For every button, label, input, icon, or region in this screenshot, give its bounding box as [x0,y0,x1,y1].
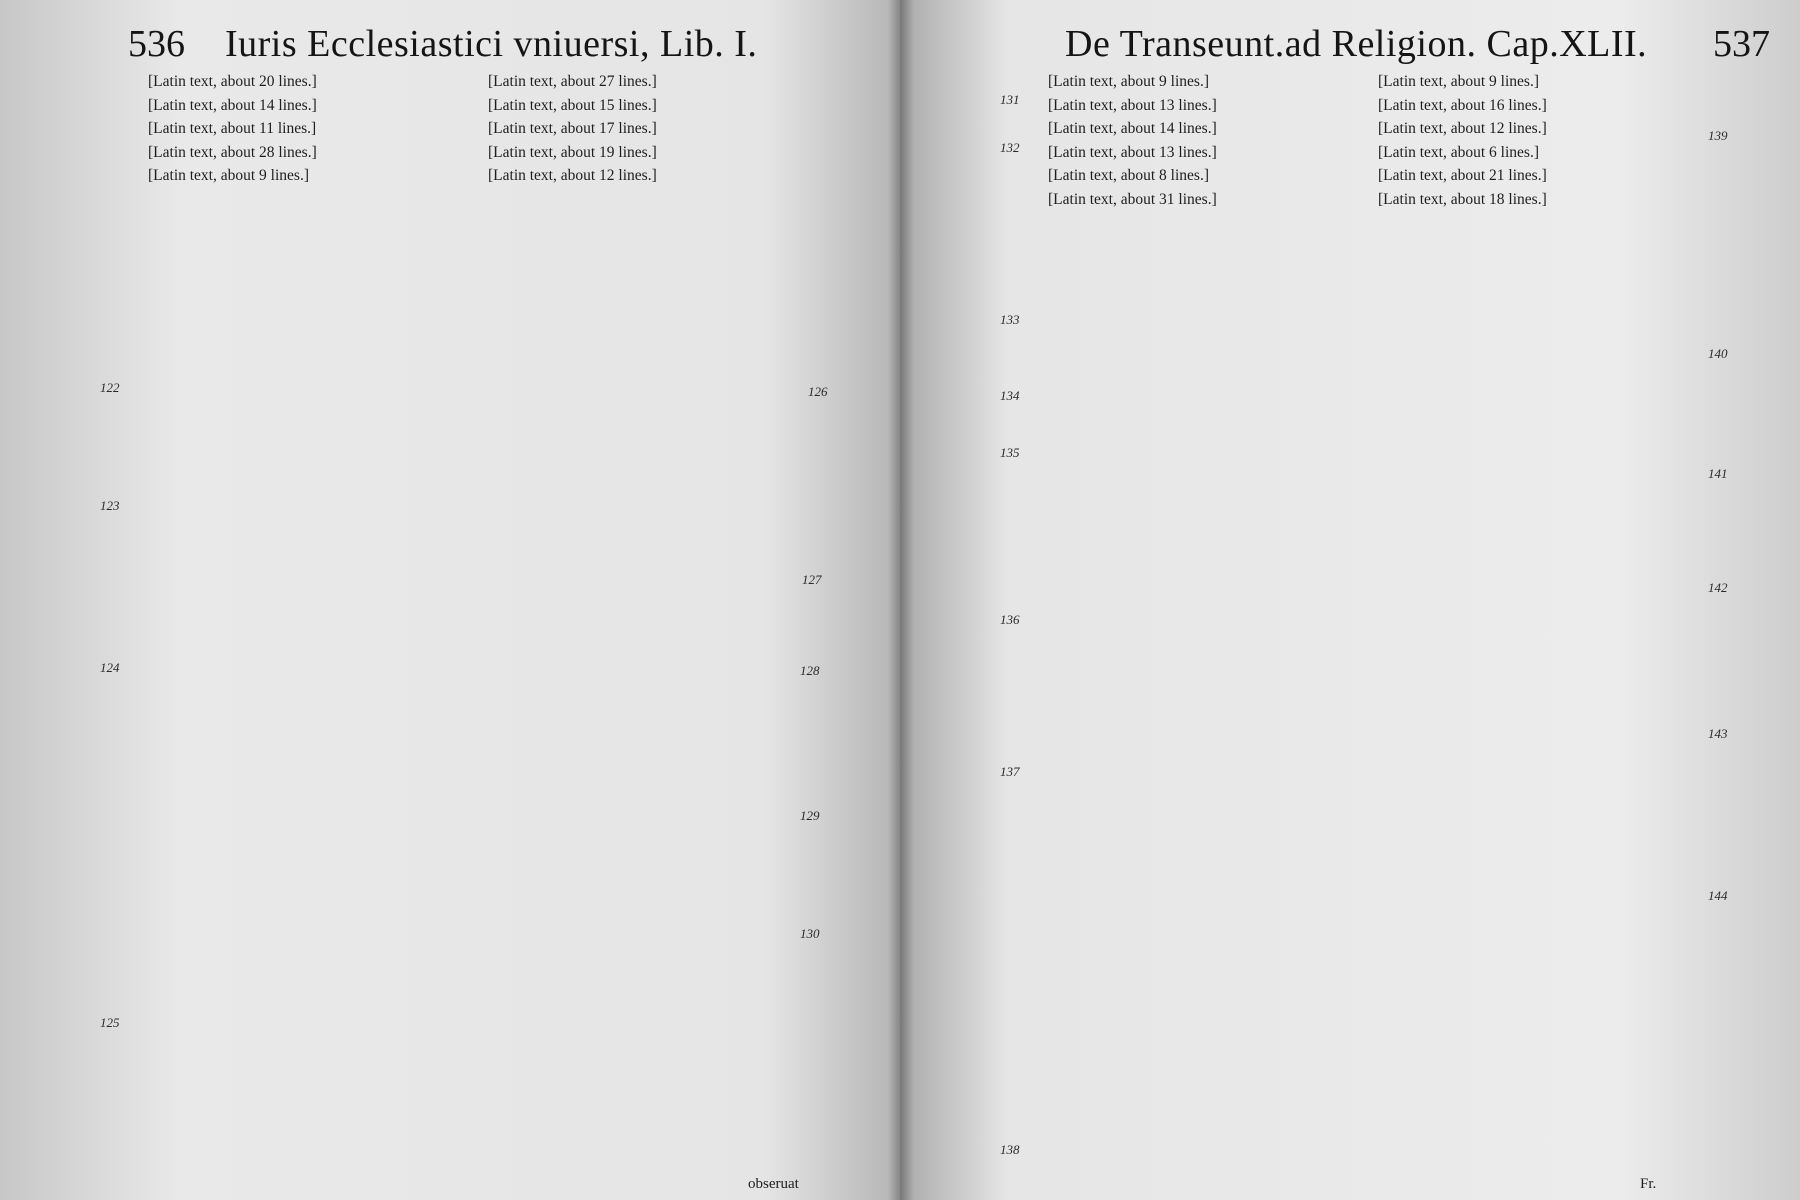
right-column-1 [1030,72,1360,214]
margin-number: 125 [100,1015,120,1030]
margin-number: 143 [1708,726,1728,741]
paragraph: [Latin text, about 19 lines.] [488,143,657,161]
margin-number: 144 [1708,888,1728,903]
margin-number: 142 [1708,580,1728,595]
paragraph: [Latin text, about 13 lines.] [1048,143,1217,161]
margin-number: 126 [808,384,828,399]
paragraph: [Latin text, about 15 lines.] [488,96,657,114]
paragraph: [Latin text, about 14 lines.] [148,96,317,114]
catchword-left: obseruat [748,1176,799,1192]
margin-number: 136 [1000,612,1020,627]
paragraph: [Latin text, about 17 lines.] [488,120,657,138]
margin-number: 123 [100,498,120,513]
paragraph: [Latin text, about 6 lines.] [1378,143,1539,161]
paragraph: [Latin text, about 21 lines.] [1378,167,1547,185]
paragraph: [Latin text, about 18 lines.] [1378,190,1547,208]
paragraph: [Latin text, about 13 lines.] [1048,96,1217,114]
margin-number: 130 [800,926,820,941]
margin-number: 122 [100,380,120,395]
paragraph: [Latin text, about 12 lines.] [488,167,657,185]
margin-number: 141 [1708,466,1728,481]
paragraph: [Latin text, about 28 lines.] [148,143,317,161]
paragraph: [Latin text, about 14 lines.] [1048,120,1217,138]
margin-number: 129 [800,808,820,823]
paragraph: [Latin text, about 16 lines.] [1378,96,1547,114]
running-title-right: De Transeunt.ad Religion. Cap.XLII. [1065,23,1648,65]
book-gutter [888,0,914,1200]
page-number-right: 537 [1713,23,1770,65]
right-page [900,0,1800,1200]
paragraph: [Latin text, about 8 lines.] [1048,167,1209,185]
margin-number: 124 [100,660,120,675]
paragraph: [Latin text, about 12 lines.] [1378,120,1547,138]
paragraph: [Latin text, about 31 lines.] [1048,190,1217,208]
paragraph: [Latin text, about 27 lines.] [488,73,657,90]
margin-number: 131 [1000,92,1020,107]
margin-number: 127 [802,572,822,587]
left-column-1 [130,72,450,190]
margin-number: 132 [1000,140,1020,155]
paragraph: [Latin text, about 9 lines.] [1378,73,1539,90]
margin-number: 135 [1000,445,1020,460]
paragraph: [Latin text, about 11 lines.] [148,120,317,138]
margin-number: 140 [1708,346,1728,361]
page-number-left: 536 [128,23,185,65]
catchword-right: Fr. [1640,1176,1657,1192]
right-column-2 [1360,72,1690,214]
margin-number: 128 [800,663,820,678]
margin-number: 133 [1000,312,1020,327]
margin-number: 134 [1000,388,1020,403]
paragraph: [Latin text, about 9 lines.] [148,167,309,185]
running-title-left: Iuris Ecclesiastici vniuersi, Lib. I. [225,23,758,65]
paragraph: [Latin text, about 20 lines.] [148,73,317,90]
margin-number: 137 [1000,764,1020,779]
paragraph: [Latin text, about 9 lines.] [1048,73,1209,90]
margin-number: 138 [1000,1142,1020,1157]
margin-number: 139 [1708,128,1728,143]
left-column-2 [470,72,800,190]
